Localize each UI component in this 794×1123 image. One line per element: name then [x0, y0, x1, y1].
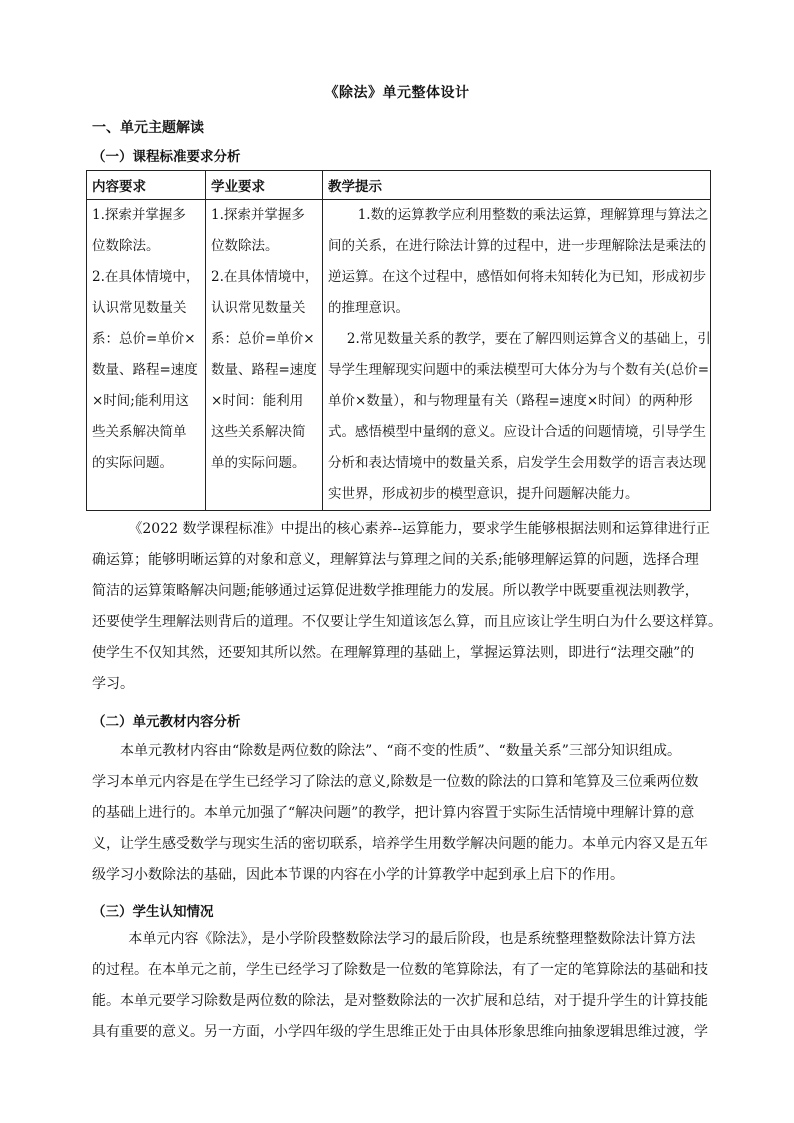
paragraph-line: 具有重要的意义。另一方面，小学四年级的学生思维正处于由具体形象思维向抽象逻辑思维过渡，学 — [92, 1024, 708, 1040]
paragraph-line: 学习。 — [92, 676, 134, 692]
paragraph-line: 学习本单元内容是在学生已经学习了除法的意义,除数是一位数的除法的口算和笔算及三位乘两位数 — [92, 774, 699, 790]
cell-line: 些关系解决简单 — [92, 424, 187, 440]
header-teaching-tips: 教学提示 — [323, 171, 711, 200]
subheading-material-analysis: （二）单元教材内容分析 — [92, 714, 241, 730]
paragraph-line: 本单元教材内容由“除数是两位数的除法”、“商不变的性质”、“数量关系”三部分知识组成。 — [120, 743, 681, 759]
cell-line: 1.探索并掌握多 — [211, 207, 305, 223]
tip-line: 2.常见数量关系的教学，要在了解四则运算含义的基础上，引 — [346, 331, 711, 347]
header-academic-requirements: 学业要求 — [206, 171, 323, 200]
paragraph-line: 简洁的运算策略解决问题;能够通过运算促进数学推理能力的发展。所以教学中既要重视法则教学， — [92, 583, 699, 599]
tip-line: 1.数的运算教学应利用整数的乘法运算，理解算理与算法之 — [357, 207, 709, 223]
cell-line: 位数除法。 — [92, 238, 160, 254]
subheading-student-cognition: （三）学生认知情况 — [92, 904, 214, 920]
paragraph-line: 级学习小数除法的基础，因此本节课的内容在小学的计算教学中起到承上启下的作用。 — [92, 867, 624, 883]
paragraph-line: 的基础上进行的。本单元加强了“解决问题”的教学，把计算内容置于实际生活情境中理解计算的意 — [92, 805, 695, 821]
document-title: 《除法》单元整体设计 — [324, 85, 470, 101]
paragraph-line: 还要使学生理解法则背后的道理。不仅要让学生知道该怎么算，而且应该让学生明白为什么要这样算。 — [92, 614, 722, 630]
paragraph-material-analysis — [92, 736, 707, 891]
paragraph-line: 确运算；能够明晰运算的对象和意义，理解算法与算理之间的关系;能够理解运算的问题，选择合理 — [92, 552, 699, 568]
cell-line: 单的实际问题。 — [211, 455, 306, 471]
paragraph-line: 本单元内容《除法》，是小学阶段整数除法学习的最后阶段，也是系统整理整数除法计算方法 — [128, 931, 696, 947]
subheading-curriculum-standard: （一）课程标准要求分析 — [92, 149, 241, 165]
paragraph-line: 能。本单元要学习除数是两位数的除法，是对整数除法的一次扩展和总结，对于提升学生的计算技能 — [92, 993, 708, 1009]
paragraph-line: 义，让学生感受数学与现实生活的密切联系，培养学生用数学解决问题的能力。本单元内容又是五年 — [92, 836, 708, 852]
cell-line: ×时间：能利用 — [211, 393, 304, 409]
cell-line: 这些关系解决简 — [211, 424, 306, 440]
cell-line: 2.在具体情境中， — [211, 269, 319, 285]
paragraph-student-cognition — [92, 924, 707, 1048]
cell-line: ×时间;能利用这 — [92, 393, 189, 409]
cell-content-requirements — [87, 200, 206, 511]
table-header-row — [87, 171, 711, 200]
cell-teaching-tips — [323, 200, 711, 511]
paragraph-line: 《2022 数学课程标准》中提出的核心素养--运算能力，要求学生能够根据法则和运算律进行正 — [128, 521, 710, 537]
cell-line: 认识常见数量关 — [211, 300, 306, 316]
cell-line: 2.在具体情境中， — [92, 269, 200, 285]
tip-line: 的推理意识。 — [328, 300, 409, 316]
cell-academic-requirements — [206, 200, 323, 511]
cell-line: 数量、路程=速度 — [92, 362, 198, 378]
section-heading-unit-theme: 一、单元主题解读 — [92, 120, 204, 136]
cell-line: 认识常见数量关 — [92, 300, 187, 316]
curriculum-requirements-table — [86, 170, 711, 511]
cell-line: 数量、路程=速度 — [211, 362, 317, 378]
tip-line: 逆运算。在这个过程中，感悟如何将未知转化为已知，形成初步 — [328, 269, 706, 285]
paragraph-line: 的过程。在本单元之前，学生已经学习了除数是一位数的笔算除法，有了一定的笔算除法的基础和技 — [92, 962, 708, 978]
paragraph-line: 使学生不仅知其然，还要知其所以然。在理解算理的基础上，掌握运算法则，即进行“法理交融”的 — [92, 645, 695, 661]
paragraph-core-literacy — [92, 514, 722, 700]
cell-line: 的实际问题。 — [92, 455, 173, 471]
table-row — [87, 200, 711, 511]
header-content-requirements: 内容要求 — [87, 171, 206, 200]
tip-line: 式。感悟模型中量纲的意义。应设计合适的问题情境，引导学生 — [328, 424, 706, 440]
tip-line: 分析和表达情境中的数量关系，启发学生会用数学的语言表达现 — [328, 455, 706, 471]
tip-line: 实世界，形成初步的模型意识，提升问题解决能力。 — [328, 486, 639, 502]
tip-line: 导学生理解现实问题中的乘法模型可大体分为与个数有关(总价= — [328, 362, 710, 378]
tip-line: 间的关系，在进行除法计算的过程中，进一步理解除法是乘法的 — [328, 238, 706, 254]
cell-line: 系：总价=单价× — [92, 331, 196, 347]
tip-line: 单价×数量），和与物理量有关（路程=速度×时间）的两种形 — [328, 393, 693, 409]
cell-line: 1.探索并掌握多 — [92, 207, 186, 223]
cell-line: 位数除法。 — [211, 238, 279, 254]
cell-line: 系：总价=单价× — [211, 331, 315, 347]
